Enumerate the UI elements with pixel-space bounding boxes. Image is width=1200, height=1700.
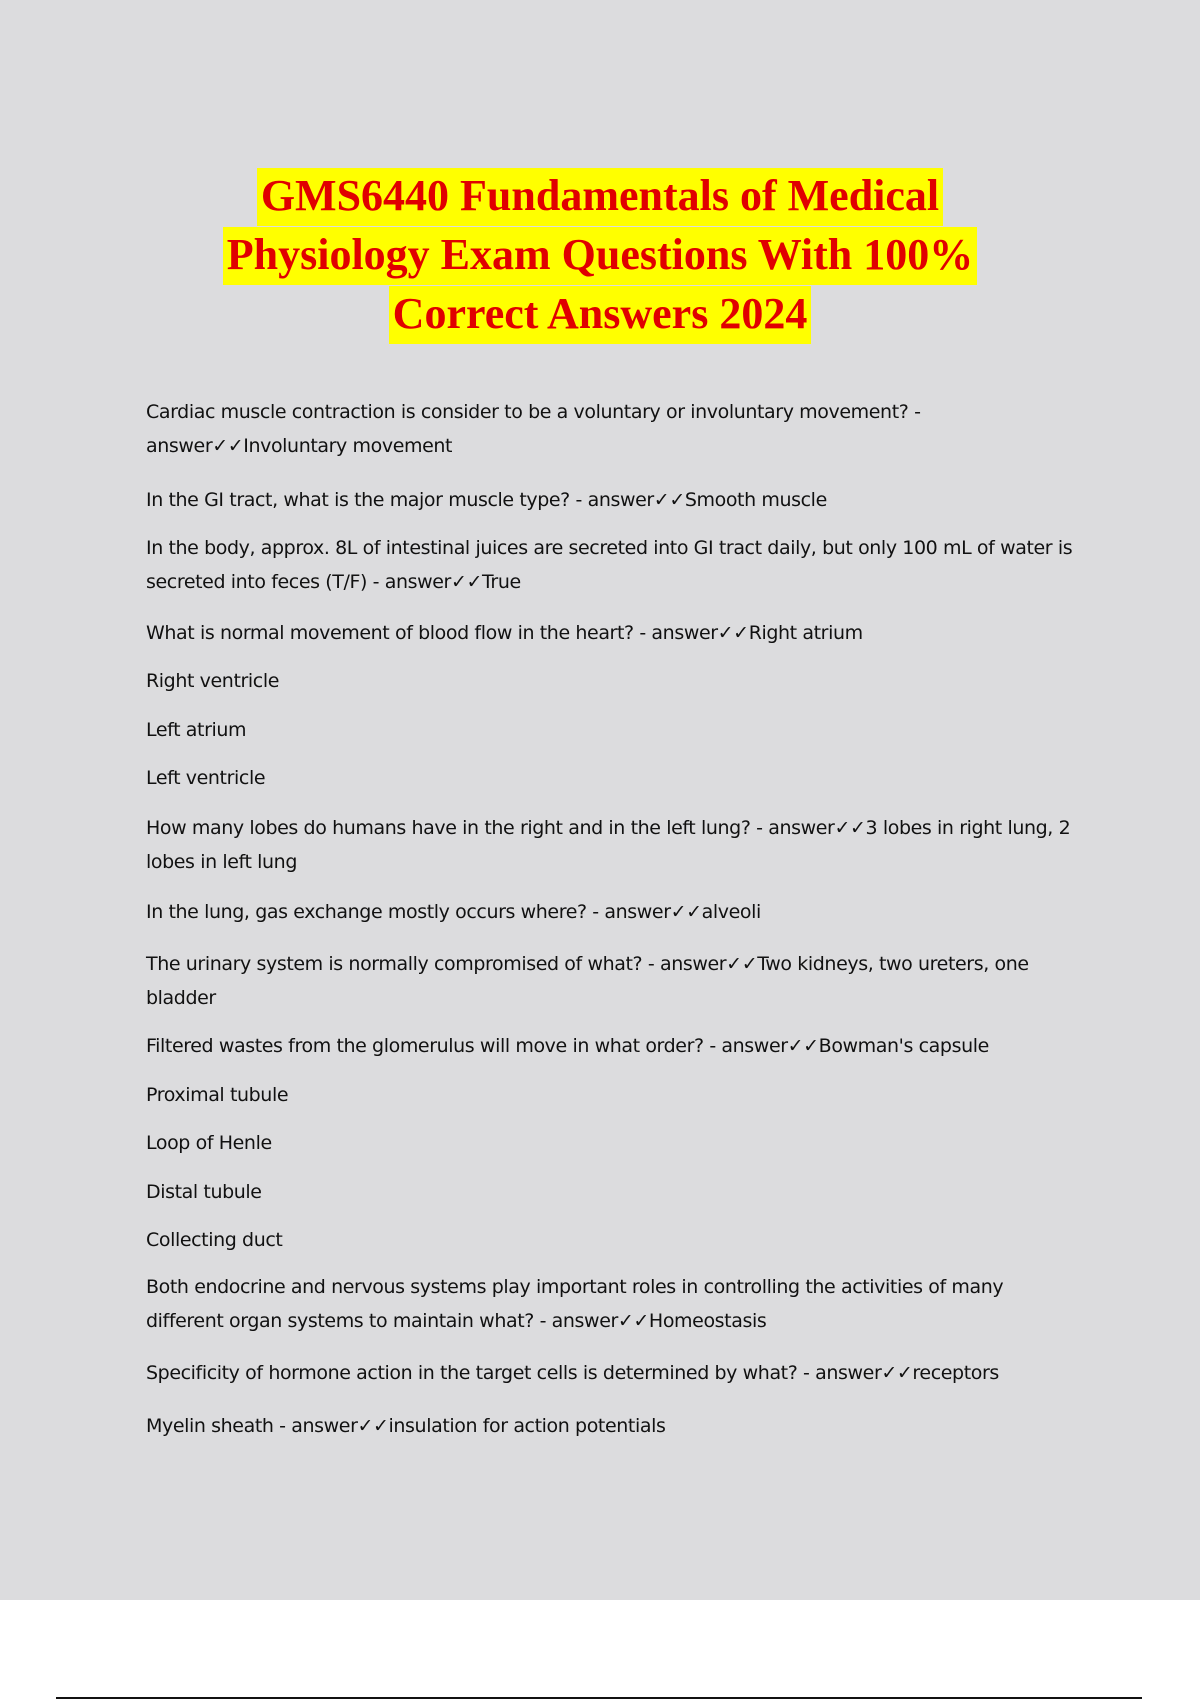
footer-divider bbox=[56, 1697, 1142, 1699]
qa-item-left-ventricle: Left ventricle bbox=[146, 767, 266, 789]
qa-item-cardiac-muscle: Cardiac muscle contraction is consider to be a voluntary or involuntary movement? - answer✓✓Involuntary movement bbox=[146, 401, 921, 457]
title-line-3: Correct Answers 2024 bbox=[389, 286, 812, 344]
qa-item-blood-flow: What is normal movement of blood flow in the heart? - answer✓✓Right atrium bbox=[146, 622, 863, 644]
qa-item-myelin-sheath: Myelin sheath - answer✓✓insulation for action potentials bbox=[146, 1415, 666, 1437]
title-line-2: Physiology Exam Questions With 100% bbox=[223, 227, 978, 285]
qa-item-proximal-tubule: Proximal tubule bbox=[146, 1084, 289, 1106]
qa-item-gas-exchange: In the lung, gas exchange mostly occurs where? - answer✓✓alveoli bbox=[146, 901, 761, 923]
qa-item-right-ventricle: Right ventricle bbox=[146, 670, 280, 692]
qa-item-distal-tubule: Distal tubule bbox=[146, 1181, 262, 1203]
qa-item-intestinal-juices: In the body, approx. 8L of intestinal juices are secreted into GI tract daily, but only 100 mL of water is secreted into feces (T/F) - answer✓✓True bbox=[146, 537, 1073, 593]
qa-item-lung-lobes: How many lobes do humans have in the right and in the left lung? - answer✓✓3 lobes in right lung, 2 lobes in left lung bbox=[146, 817, 1071, 873]
qa-item-filtered-wastes: Filtered wastes from the glomerulus will move in what order? - answer✓✓Bowman's capsule bbox=[146, 1035, 989, 1057]
qa-item-left-atrium: Left atrium bbox=[146, 719, 247, 741]
title-line-1: GMS6440 Fundamentals of Medical bbox=[257, 168, 943, 226]
qa-item-gi-muscle: In the GI tract, what is the major muscle type? - answer✓✓Smooth muscle bbox=[146, 489, 827, 511]
qa-item-homeostasis: Both endocrine and nervous systems play important roles in controlling the activities of many different organ systems to maintain what? - answer✓✓Homeostasis bbox=[146, 1276, 1004, 1332]
qa-item-collecting-duct: Collecting duct bbox=[146, 1229, 283, 1251]
document-title bbox=[0, 168, 1200, 345]
qa-item-loop-of-henle: Loop of Henle bbox=[146, 1132, 272, 1154]
qa-item-hormone-specificity: Specificity of hormone action in the target cells is determined by what? - answer✓✓receptors bbox=[146, 1362, 999, 1384]
page-footer bbox=[0, 1600, 1200, 1700]
qa-item-urinary-system: The urinary system is normally compromised of what? - answer✓✓Two kidneys, two ureters, one bladder bbox=[146, 953, 1029, 1009]
